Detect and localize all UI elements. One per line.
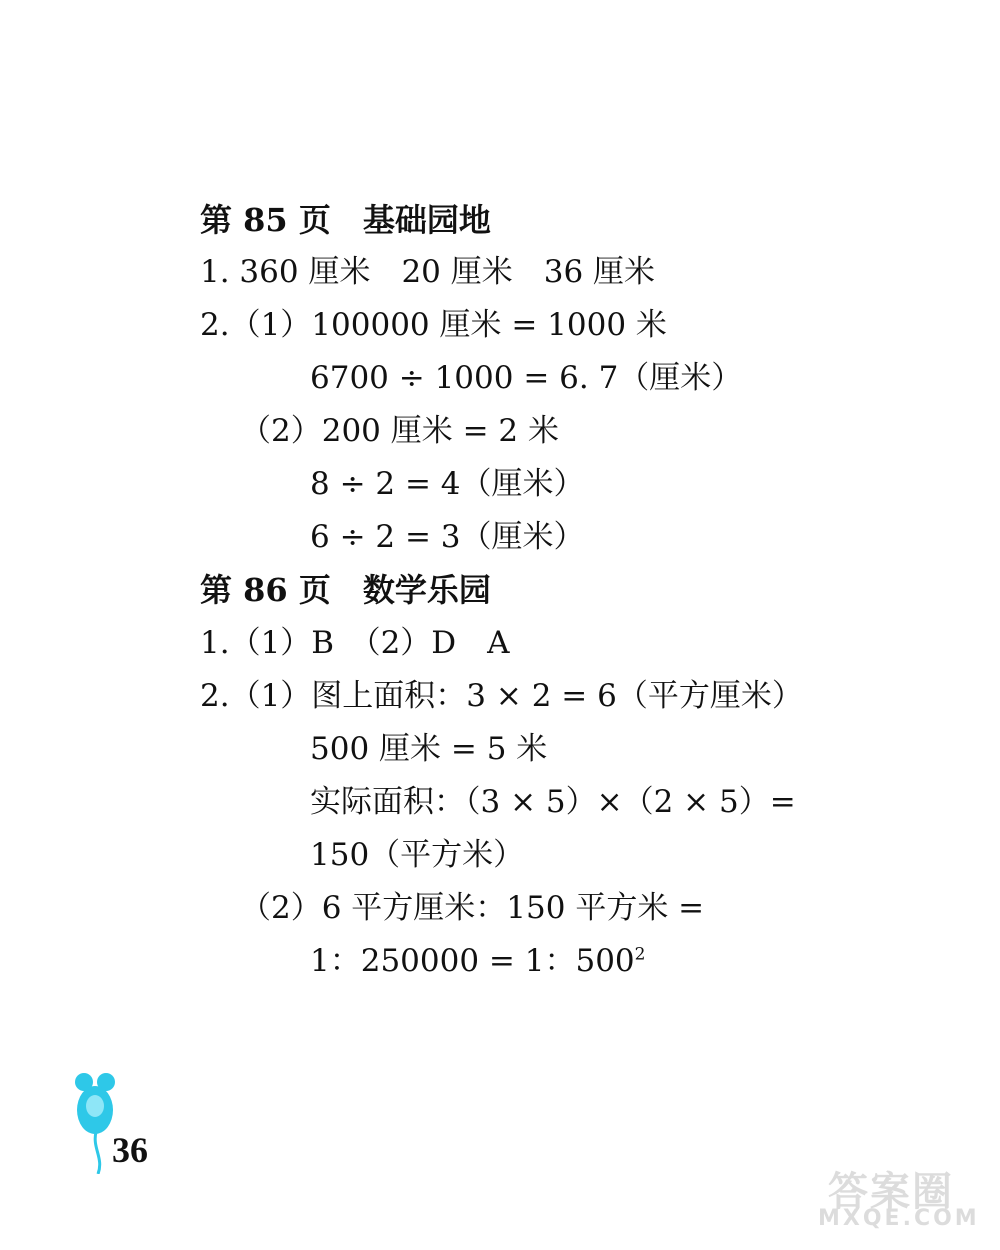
watermark-url: MXQE.COM [818, 1206, 980, 1231]
section-heading-page-85: 第 85 页 基础园地 [200, 201, 491, 239]
answer-line: 实际面积：（3 × 5）×（2 × 5）= [310, 784, 796, 820]
answer-line: 6700 ÷ 1000 = 6. 7（厘米） [310, 360, 743, 396]
section-heading-page-86: 第 86 页 数学乐园 [200, 571, 491, 609]
answer-line: 1. 360 厘米 20 厘米 36 厘米 [200, 254, 656, 290]
answer-line: 500 厘米 = 5 米 [310, 731, 548, 767]
answer-line-ratio [310, 941, 645, 981]
answer-line: 2.（1）图上面积：3 × 2 = 6（平方厘米） [200, 678, 803, 714]
answer-line: （2）6 平方厘米：150 平方米 = [240, 890, 705, 926]
exponent: 2 [634, 944, 646, 965]
page-number: 36 [112, 1130, 148, 1170]
ratio-text: 1：250000 = 1：500 [310, 943, 635, 979]
answer-line: 6 ÷ 2 = 3（厘米） [310, 519, 585, 555]
answer-line: 150（平方米） [310, 837, 525, 873]
watermark-top-text: 答案圈 [828, 1169, 954, 1215]
answer-line: 2.（1）100000 厘米 = 1000 米 [200, 307, 667, 343]
answer-line: 1.（1）B （2）D A [200, 625, 510, 661]
answer-line: （2）200 厘米 = 2 米 [240, 413, 560, 449]
answer-line: 8 ÷ 2 = 4（厘米） [310, 466, 585, 502]
watermark-logo [808, 1160, 988, 1240]
